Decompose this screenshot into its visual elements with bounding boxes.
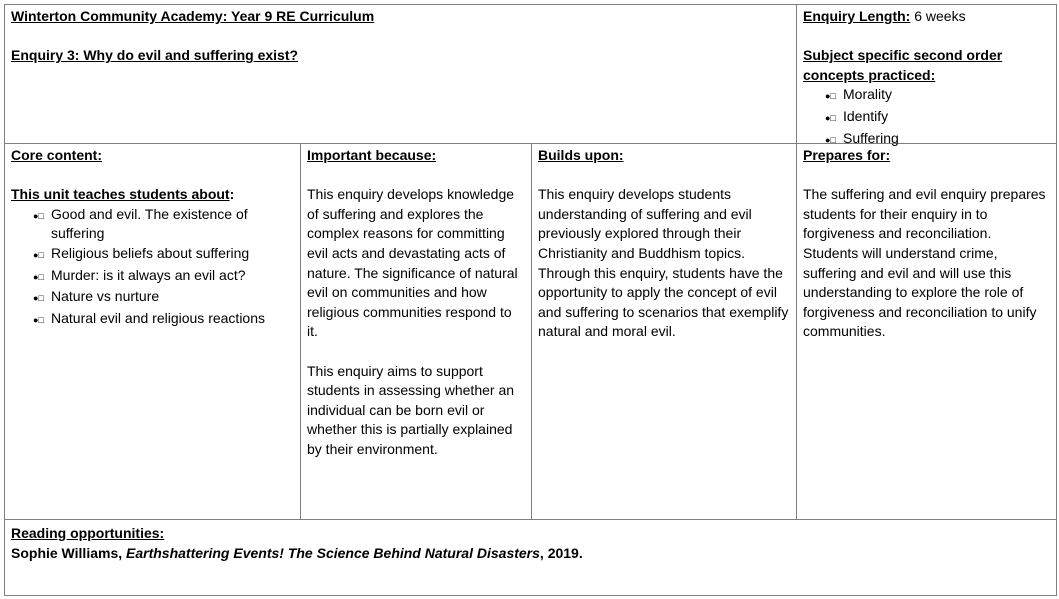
bullet-icon xyxy=(33,205,51,244)
reading-citation: Sophie Williams, Earthshattering Events! The Science Behind Natural Disasters, 2019. xyxy=(11,544,583,561)
concepts-list xyxy=(803,85,1050,150)
bullet-icon xyxy=(825,107,843,129)
important-heading: Important because: xyxy=(307,147,437,163)
list-item: ●□ Murder: is it always an evil act? xyxy=(33,266,294,288)
list-item: ●□ Identify xyxy=(825,107,1050,129)
enquiry-length-value: 6 weeks xyxy=(914,8,966,24)
reading-heading: Reading opportunities: xyxy=(11,525,165,541)
prepares-for-heading: Prepares for: xyxy=(803,147,891,163)
list-item: ●□ Nature vs nurture xyxy=(33,287,294,309)
important-cell xyxy=(301,144,531,519)
builds-upon-paragraph: This enquiry develops students understanding of suffering and evil previously explored through their Christianity and Buddhism topics. Through this enquiry, students have the opportunity to apply the concept of evil and suffering to scenarios that exemplify natural and moral evil. xyxy=(538,186,789,340)
list-item: ●□ Good and evil. The existence of suffering xyxy=(33,205,294,244)
prepares-for-cell xyxy=(797,144,1056,519)
bullet-icon xyxy=(33,266,51,288)
builds-upon-cell xyxy=(532,144,796,519)
core-content-cell xyxy=(5,144,300,519)
header-cell xyxy=(5,5,796,143)
reading-cell xyxy=(5,520,1056,595)
enquiry-length-label: Enquiry Length: xyxy=(803,8,911,24)
prepares-for-paragraph: The suffering and evil enquiry prepares students for their enquiry in to forgiveness and reconciliation. Students will understand crime, suffering and evil and will use this understanding to explore the role of forgiveness and reconciliation to unify communities. xyxy=(803,186,1046,340)
builds-upon-heading: Builds upon: xyxy=(538,147,624,163)
enquiry-title: Enquiry 3: Why do evil and suffering exist? xyxy=(11,47,299,64)
bullet-icon xyxy=(33,244,51,266)
core-subheading: This unit teaches students about: xyxy=(11,186,235,203)
core-content-heading: Core content: xyxy=(11,147,102,163)
enquiry-length xyxy=(803,7,1050,27)
bullet-icon xyxy=(33,287,51,309)
list-item: ●□ Suffering xyxy=(825,129,1050,151)
important-paragraph: This enquiry aims to support students in assessing whether an individual can be born evil or whether this is partially explained by their environment. xyxy=(307,362,515,457)
concepts-heading: Subject specific second order concepts practiced: xyxy=(803,47,1003,83)
list-item: ●□ Morality xyxy=(825,85,1050,107)
list-item: ●□ Religious beliefs about suffering xyxy=(33,244,294,266)
curriculum-table xyxy=(4,4,1057,596)
core-list xyxy=(11,205,294,331)
enquiry-info-cell xyxy=(797,5,1056,146)
list-item: ●□ Natural evil and religious reactions xyxy=(33,309,294,331)
bullet-icon xyxy=(825,85,843,107)
page-title: Winterton Community Academy: Year 9 RE Curriculum xyxy=(11,8,375,24)
bullet-icon xyxy=(33,309,51,331)
important-paragraph: This enquiry develops knowledge of suffering and explores the complex reasons for committing evil acts and devastating acts of nature. The significance of natural evil on communities and how religious communities respond to it. xyxy=(307,186,518,340)
reading-book-title: Earthshattering Events! The Science Behind Natural Disasters xyxy=(122,544,540,561)
